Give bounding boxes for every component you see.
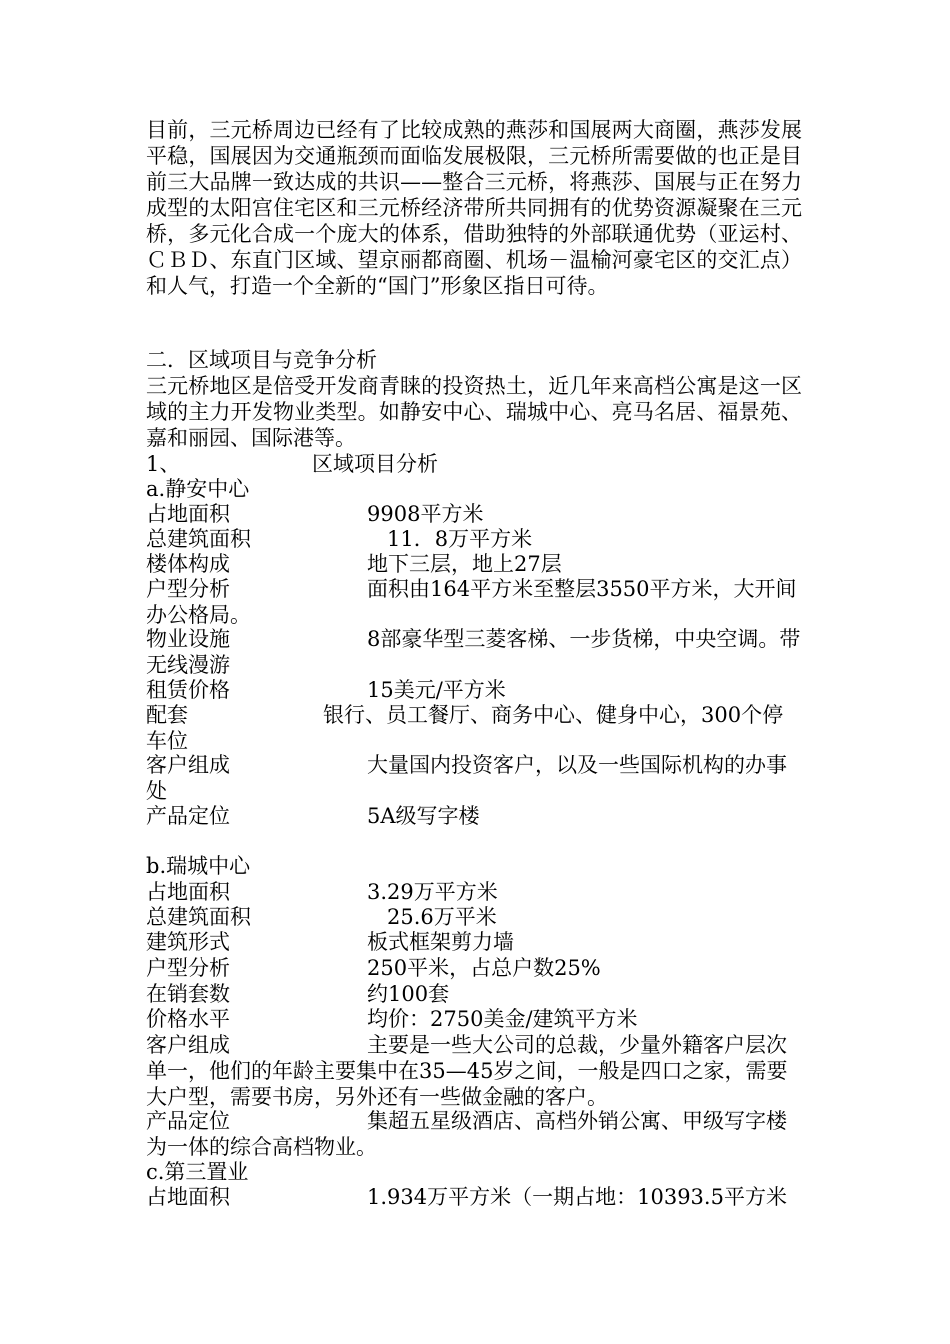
row-value: 250平米，占总户数25% xyxy=(367,956,601,980)
project-c-title: c.第三置业 xyxy=(146,1160,249,1184)
row-label: 占地面积 xyxy=(146,1185,230,1209)
project-c-row xyxy=(146,1184,802,1210)
project-b-row xyxy=(146,904,802,930)
row-value: 15美元/平方米 xyxy=(367,678,506,702)
section-2-heading: 二．区域项目与竞争分析 xyxy=(146,348,377,372)
row-value: 约100套 xyxy=(367,982,450,1006)
project-b-row xyxy=(146,1108,802,1160)
row-label: 在销套数 xyxy=(146,982,230,1006)
row-label: 客户组成 xyxy=(146,1033,230,1057)
row-label: 占地面积 xyxy=(146,502,230,526)
intro-paragraph: 目前，三元桥周边已经有了比较成熟的燕莎和国展两大商圈，燕莎发展平稳，国展因为交通瓶颈而面临发展极限，三元桥所需要做的也正是目前三大品牌一致达成的共识——整合三元桥，将燕莎、国展与正在努力成型的太阳宫住宅区和三元桥经济带所共同拥有的优势资源凝聚在三元桥，多元化合成一个庞大的体系，借助独特的外部联通优势（亚运村、ＣＢＤ、东直门区域、望京丽都商圈、机场－温榆河豪宅区的交汇点）和人气，打造一个全新的“国门”形象区指日可待。 xyxy=(146,118,802,298)
section-2-body: 三元桥地区是倍受开发商青睐的投资热土，近几年来高档公寓是这一区域的主力开发物业类型。如静安中心、瑞城中心、亮马名居、福景苑、嘉和丽园、国际港等。 xyxy=(146,374,802,450)
row-value: 5A级写字楼 xyxy=(367,804,480,828)
subsection-number: 1、 xyxy=(146,452,181,476)
row-label: 租赁价格 xyxy=(146,678,230,702)
project-a-row xyxy=(146,803,802,829)
row-value: 25.6万平米 xyxy=(387,905,497,929)
row-label: 户型分析 xyxy=(146,956,230,980)
row-label: 产品定位 xyxy=(146,1109,230,1133)
row-label: 产品定位 xyxy=(146,804,230,828)
row-value: 银行、员工餐厅、商务中心、健身中心，300个停车位 xyxy=(146,703,784,753)
row-label: 楼体构成 xyxy=(146,552,230,576)
project-b-row xyxy=(146,1006,802,1032)
row-label: 总建筑面积 xyxy=(146,527,251,551)
project-b-row xyxy=(146,981,802,1007)
row-value: 1.934万平方米（一期占地：10393.5平方米 xyxy=(367,1185,787,1209)
row-label: 客户组成 xyxy=(146,753,230,777)
project-a-row xyxy=(146,501,802,527)
project-a-row xyxy=(146,551,802,577)
row-label: 总建筑面积 xyxy=(146,905,251,929)
row-value: 9908平方米 xyxy=(367,502,484,526)
subsection-title: 区域项目分析 xyxy=(312,452,438,476)
project-b-row xyxy=(146,879,802,905)
project-a-row xyxy=(146,526,802,552)
row-label: 物业设施 xyxy=(146,627,230,651)
row-value: 大量国内投资客户，以及一些国际机构的办事处 xyxy=(146,753,787,803)
project-b-row xyxy=(146,1032,802,1110)
row-label: 价格水平 xyxy=(146,1007,230,1031)
project-a-row xyxy=(146,677,802,703)
row-value: 主要是一些大公司的总裁，少量外籍客户层次单一，他们的年龄主要集中在35—45岁之间，一般是四口之家，需要大户型，需要书房，另外还有一些做金融的客户。 xyxy=(146,1033,788,1109)
row-value: 面积由164平方米至整层3550平方米，大开间办公格局。 xyxy=(146,577,797,627)
row-value: 11．8万平方米 xyxy=(387,527,533,551)
row-value: 均价：2750美金/建筑平方米 xyxy=(367,1007,638,1031)
project-b-row xyxy=(146,955,802,981)
project-a-row xyxy=(146,576,802,628)
row-label: 配套 xyxy=(146,703,188,727)
row-value: 3.29万平方米 xyxy=(367,880,498,904)
row-value: 地下三层，地上27层 xyxy=(367,552,562,576)
project-b-title: b.瑞城中心 xyxy=(146,854,251,878)
project-a-row xyxy=(146,702,802,754)
row-label: 户型分析 xyxy=(146,577,230,601)
row-value: 集超五星级酒店、高档外销公寓、甲级写字楼为一体的综合高档物业。 xyxy=(146,1109,787,1159)
project-b-row xyxy=(146,929,802,955)
row-value: 板式框架剪力墙 xyxy=(367,930,514,954)
project-a-row xyxy=(146,752,802,804)
row-label: 建筑形式 xyxy=(146,930,230,954)
row-value: 8部豪华型三菱客梯、一步货梯，中央空调。带无线漫游 xyxy=(146,627,801,677)
project-a-title: a.静安中心 xyxy=(146,477,250,501)
project-a-row xyxy=(146,626,802,678)
row-label: 占地面积 xyxy=(146,880,230,904)
